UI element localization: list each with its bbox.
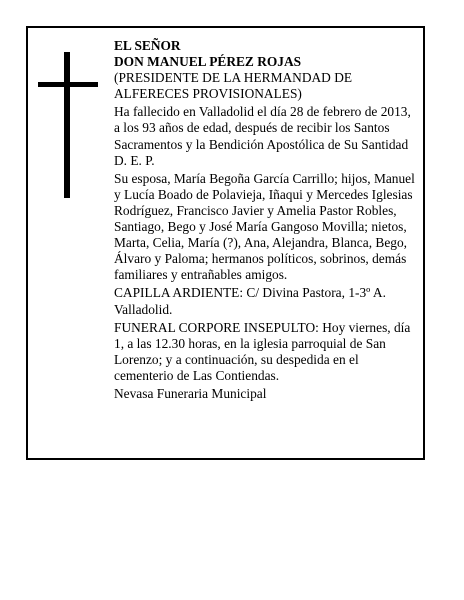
- funeral-home-paragraph: Nevasa Funeraria Municipal: [114, 385, 267, 401]
- subtitle-line-1: (PRESIDENTE DE LA HERMANDAD DE: [114, 70, 353, 86]
- heading-block: [114, 38, 420, 102]
- cross-vertical-bar: [64, 52, 70, 198]
- heading-title: EL SEÑOR: [114, 38, 181, 53]
- family-paragraph: Su esposa, María Begoña García Carrillo; hijos, Manuel y Lucía Boado de Polavieja, Iñaqui y Mercedes Iglesias Rodríguez, Francisco Javier y Amelia Pastor Robles, Santiago, Bego y José María Gangoso Movilla; nietos, Marta, Celia, María (?), Ana, Alejandra, Blanca, Bego, Álvaro y Paloma; hermanos políticos, sobrinos, demás familiares y entrañables amigos.: [114, 170, 415, 283]
- funeral-paragraph: FUNERAL CORPORE INSEPULTO: Hoy viernes, día 1, a las 12.30 horas, en la iglesia parroquial de San Lorenzo; y a continuación, su despedida en el cementerio de Las Contiendas.: [114, 319, 411, 383]
- cross-horizontal-bar: [38, 82, 98, 87]
- death-paragraph: Ha fallecido en Valladolid el día 28 de febrero de 2013, a los 93 años de edad, después de recibir los Santos Sacramentos y la Bendición Apostólica de Su Santidad D. E. P.: [114, 104, 411, 168]
- latin-cross-icon: [38, 52, 98, 198]
- chapel-paragraph: CAPILLA ARDIENTE: C/ Divina Pastora, 1-3º A. Valladolid.: [114, 285, 386, 317]
- deceased-name: DON MANUEL PÉREZ ROJAS: [114, 54, 302, 70]
- subtitle-line-2: ALFERECES PROVISIONALES): [114, 86, 302, 102]
- obituary-text: [114, 38, 420, 404]
